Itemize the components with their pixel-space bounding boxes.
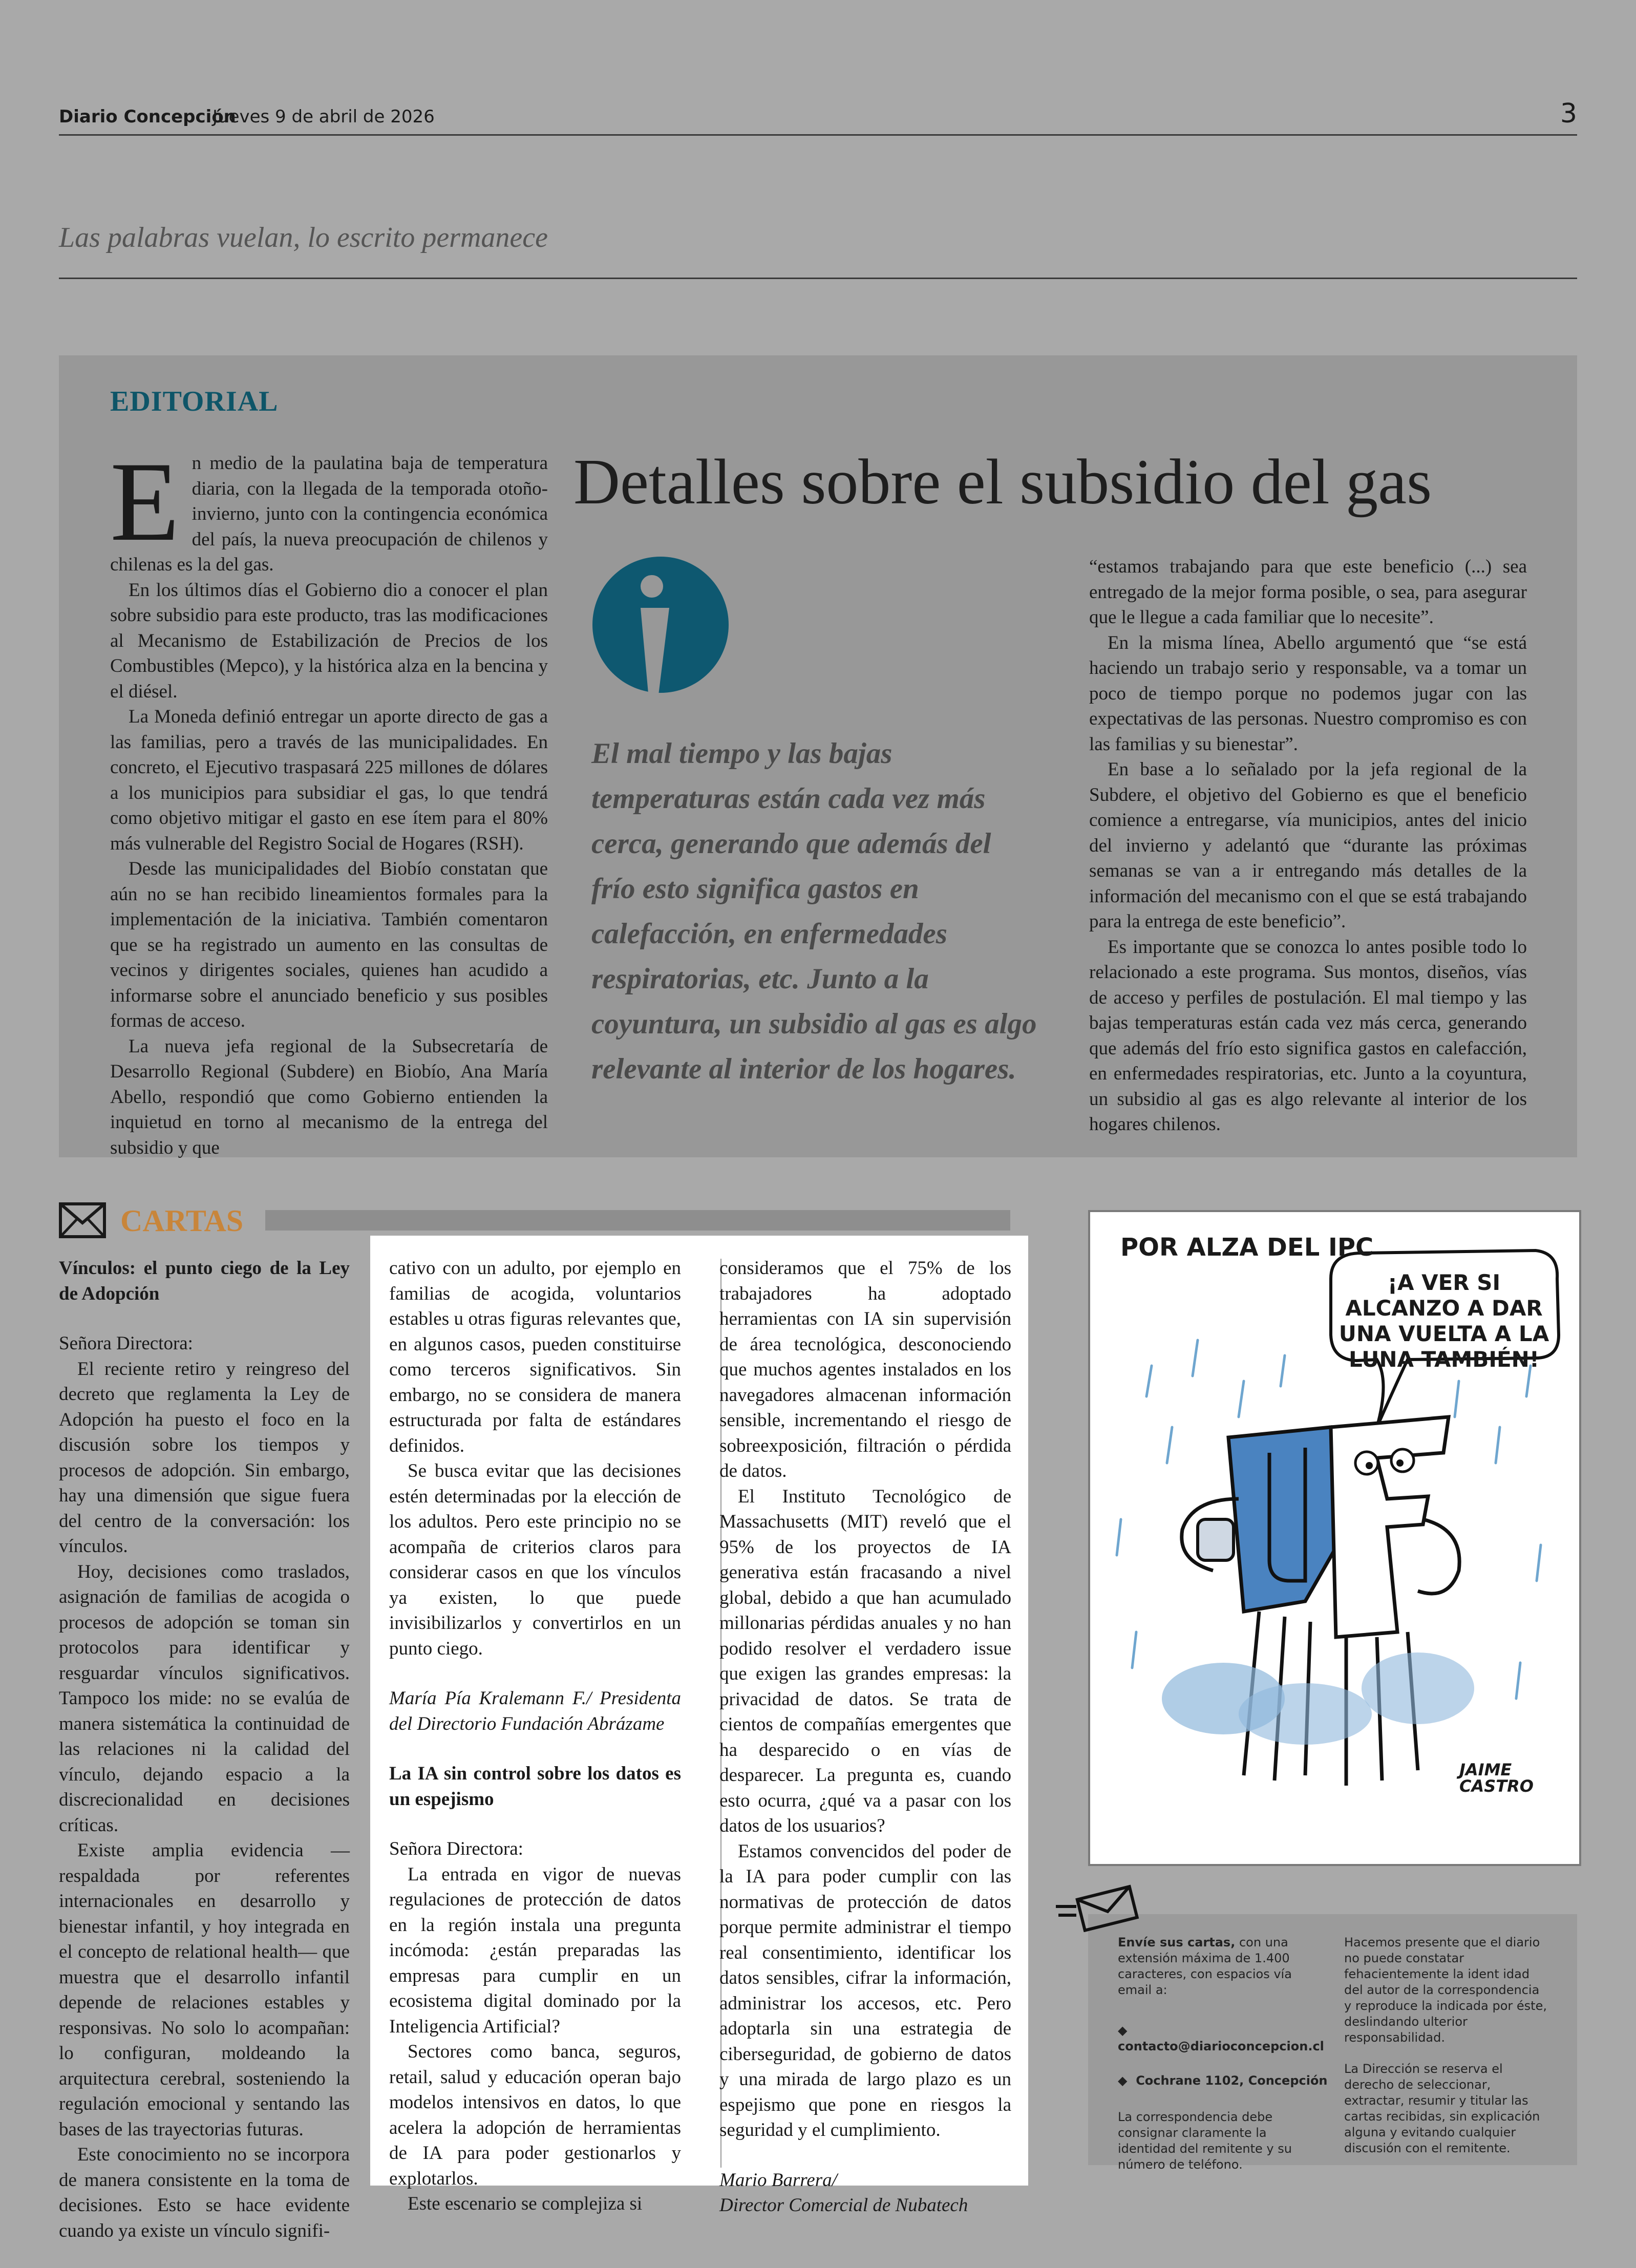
- letter-paragraph: El reciente retiro y reingreso del decreto que reglamenta la Ley de Adopción ha puesto el foco en la discusión sobre los tiempos y procesos de adopción. Sin embargo, hay una dimensión que sigue fuera del centro de la conversación: los vínculos.: [59, 1358, 350, 1557]
- letter-paragraph: Sectores como banca, seguros, retail, salud y educación operan bajo modelos intensivos en datos, lo que acelera la adopción de herramientas de IA para poder gestionarlos y explotarlos.: [389, 2041, 681, 2189]
- contact-info-left: [1118, 1935, 1328, 2173]
- issue-date: Jueves 9 de abril de 2026: [213, 107, 435, 127]
- editorial-paragraph: La Moneda definió entregar un aporte directo de gas a las familias, pero a través de las municipalidades. En concreto, el Ejecutivo traspasará 225 millones de dólares a los municipios para subsidiar el gas, lo que tendrá como objetivo mitigar el gasto en ese ítem para el 80% más vulnerable del Registro Social de Hogares (RSH).: [110, 706, 548, 854]
- mail-icon: [1056, 1883, 1140, 1932]
- letter-paragraph: cativo con un adulto, por ejemplo en familias de acogida, voluntarios estables u otras figuras relevantes que, en algunos casos, pueden constituirse como terceros significativos. Sin embargo, no se considera de manera estructurada por falta de estándares definidos.: [389, 1258, 681, 1456]
- editorial-paragraph: Desde las municipalidades del Biobío constatan que aún no se han recibido lineamientos formales para la implementación de la iniciativa. También comentaron que se ha registrado un aumento en las consultas de vecinos y dirigentes sociales, quienes han acudido a informarse sobre el anunciado beneficio y sus posibles formas de acceso.: [110, 858, 548, 1031]
- editorial-column-3: [1089, 554, 1527, 1137]
- signature-line: JAIME: [1459, 1760, 1512, 1779]
- signature-line: CASTRO: [1459, 1776, 1534, 1796]
- contact-email[interactable]: [1118, 2023, 1328, 2054]
- editorial-paragraph: Es importante que se conozca lo antes posible todo lo relacionado a este programa. Sus montos, diseños, vías de acceso y perfiles de postulación. El mal tiempo y las bajas temperaturas están cada vez más cerca, generando que además del frío esto significa gastos en calefacción, en enfermedades respiratorias, etc. Junto a la coyuntura, un subsidio al gas es algo relevante al interior de los hogares chilenos.: [1089, 936, 1527, 1135]
- editorial-label: EDITORIAL: [110, 386, 279, 417]
- diamond-bullet-icon: ◆: [1118, 2073, 1128, 2088]
- contact-address: [1118, 2073, 1328, 2089]
- motto-text: Las palabras vuelan, lo escrito permanece: [59, 222, 548, 253]
- cartoon-speech-bubble: ¡A VER SI ALCANZO A DAR UNA VUELTA A LA LUNA TAMBIÉN!: [1338, 1270, 1549, 1372]
- letter-signature: Director Comercial de Nubatech: [719, 2195, 968, 2216]
- letter-title: La IA sin control sobre los datos es un espejismo: [389, 1763, 681, 1810]
- letter-signature: Mario Barrera/: [719, 2169, 837, 2191]
- editorial-paragraph: [110, 439, 548, 578]
- paragraph-text: n medio de la paulatina baja de temperatura diaria, con la llegada de la temporada otoño-invierno, junto con la contingencia económica del país, la nueva preocupación de chilenos y chilenas es la del gas.: [110, 453, 548, 575]
- disclaimer-1: Hacemos presente que el diario no puede constatar fehacientemente la ident idad del autor de la correspondencia y reproduce la indicada por éste, deslindando ulterior responsabilidad.: [1344, 1935, 1547, 2045]
- letter-column-1: [59, 1256, 350, 2243]
- info-icon: [591, 556, 730, 699]
- letter-column-2: [389, 1256, 681, 2217]
- contact-note: La correspondencia debe consignar claramente la identidad del remitente y su número de teléfono.: [1118, 2110, 1292, 2172]
- newspaper-name: Diario Concepción: [59, 107, 236, 127]
- letter-signature: María Pía Kralemann F./ Presidenta del Directorio Fundación Abrázame: [389, 1688, 681, 1734]
- letter-paragraph: Hoy, decisiones como traslados, asignación de familias de acogida o procesos de adopción se toman sin protocolos para identificar y resguardar vínculos significativos. Tampoco los mide: no se evalúa de manera sistemática la continuidad de las relaciones ni la calidad del vínculo, dejando espacio a la discrecionalidad en decisiones críticas.: [59, 1561, 350, 1836]
- letter-paragraph: Estamos convencidos del poder de la IA para poder cumplir con las normativas de protección de datos porque permite administrar el tiempo real consentimiento, identificar los datos sensibles, cifrar la información, administrar los accesos, etc. Pero adoptarla sin una estrategia de ciberseguridad, de gobierno de datos y una mirada de largo plazo es un espejismo que pone en riesgos la seguridad y el cumplimiento.: [719, 1840, 1011, 2140]
- letter-salutation: Señora Directora:: [59, 1333, 193, 1354]
- letter-paragraph: La entrada en vigor de nuevas regulaciones de protección de datos en la región instala una pregunta incómoda: ¿están preparadas las empresas para cumplir en un ecosistema digital dominado por la Inteligencia Artificial?: [389, 1863, 681, 2037]
- contact-lead-text: con una extensión máxima de 1.400 caracteres, con espacios vía email a:: [1118, 1935, 1292, 1997]
- letter-paragraph: consideramos que el 75% de los trabajadores ha adoptado herramientas con IA sin supervisión de área tecnológica, desconociendo que muchos agentes instalados en los navegadores almacenan información sensible, incrementando el riesgo de sobreexposición, filtración o pérdida de datos.: [719, 1258, 1011, 1481]
- page-number: 3: [1560, 98, 1577, 129]
- diamond-bullet-icon: ◆: [1118, 2023, 1128, 2038]
- letter-paragraph: El Instituto Tecnológico de Massachusetts (MIT) reveló que el 95% de los proyectos de IA generativa están fracasando a nivel global, debido a que han acumulado millonarias pérdidas anuales y no han podido resolver el verdadero issue que exigen las grandes empresas: la privacidad de datos. Se trata de cientos de compañías emergentes que ha desparecido o en vías de desparecer. La pregunta es, cuando esto ocurra, ¿qué va a pasar con los datos de los usuarios?: [719, 1486, 1011, 1836]
- letter-salutation: Señora Directora:: [389, 1838, 523, 1859]
- editorial-paragraph: En base a lo señalado por la jefa regional de la Subdere, el objetivo del Gobierno es que el beneficio comience a entregarse, vía municipios, antes del inicio del invierno y adelantó que “durante las próximas semanas se van a ir entregando más detalles de la información del mecanismo con el que se está trabajando para la entrega de este beneficio”.: [1089, 759, 1527, 932]
- letter-column-3: [719, 1256, 1011, 2218]
- address-text: Cochrane 1102, Concepción: [1136, 2073, 1328, 2088]
- envelope-icon: [59, 1202, 106, 1238]
- letter-title: Vínculos: el punto ciego de la Ley de Adopción: [59, 1258, 350, 1304]
- section-motto: [59, 221, 1577, 279]
- disclaimer-2: La Dirección se reserva el derecho de seleccionar, extractar, resumir y titular las cartas recibidas, sin explicación alguna y evitando cualquier discusión con el remitente.: [1344, 2062, 1540, 2155]
- editorial-paragraph: La nueva jefa regional de la Subsecretaría de Desarrollo Regional (Subdere) en Biobío, Ana María Abello, respondió que como Gobierno entienden la inquietud en torno al mecanismo de la entrega del subsidio y que: [110, 1035, 548, 1158]
- contact-lead: [1118, 1935, 1328, 1998]
- editorial-paragraph: “estamos trabajando para que este beneficio (...) sea entregado de la mejor forma posible, o sea, para asegurar que le llegue a cada familiar que lo necesite”.: [1089, 556, 1527, 628]
- cartoonist-signature: [1459, 1762, 1534, 1794]
- editorial-pull-quote: El mal tiempo y las bajas temperaturas están cada vez más cerca, generando que además del frío esto significa gastos en calefacción, en enfermedades respiratorias, etc. Junto a la coyuntura, un subsidio al gas es algo relevante al interior de los hogares.: [591, 737, 1037, 1085]
- cartoon-title: POR ALZA DEL IPC: [1120, 1233, 1374, 1262]
- editorial-paragraph: En la misma línea, Abello argumentó que “se está haciendo un trabajo serio y responsable, va a tomar un poco de tiempo porque no podemos jugar con las expectativas de las personas. Nuestro compromiso es con las familias y su bienestar”.: [1089, 632, 1527, 755]
- editorial-paragraph: En los últimos días el Gobierno dio a conocer el plan sobre subsidio para este producto, tras las modificaciones al Mecanismo de Estabilización de Precios de los Combustibles (Mepco), y la histórica alza en la bencina y el diésel.: [110, 579, 548, 702]
- letter-paragraph: Se busca evitar que las decisiones estén determinadas por la elección de los adultos. Pero este principio no se acompaña de criterios claros para considerar casos en que los vínculos ya existen, lo que puede invisibilizarlos y convertirlos en un punto ciego.: [389, 1460, 681, 1659]
- page-header: [59, 98, 1577, 136]
- editorial-column-1: [110, 439, 548, 1160]
- letter-paragraph: Existe amplia evidencia —respaldada por referentes internacionales en desarrollo y bienestar infantil, y hoy integrada en el concepto de relational health— que muestra que el desarrollo infantil depende de relaciones estables y responsivas. No solo lo acompañan: lo configuran, moldeando la arquitectura cerebral, sosteniendo la regulación emocional y sentando las bases de las trayectorias futuras.: [59, 1840, 350, 2140]
- letter-paragraph: Este escenario se complejiza si: [408, 2193, 643, 2214]
- contact-info-right: [1344, 1935, 1549, 2156]
- email-text[interactable]: contacto@diarioconcepcion.cl: [1118, 2039, 1324, 2053]
- drop-cap: E: [110, 439, 180, 565]
- section-rule: [265, 1210, 1010, 1231]
- editorial-title: Detalles sobre el subsidio del gas: [573, 447, 1432, 518]
- contact-lead-bold: Envíe sus cartas,: [1118, 1935, 1236, 1949]
- letters-section-label: CARTAS: [120, 1204, 244, 1238]
- letter-paragraph: Este conocimiento no se incorpora de manera consistente en la toma de decisiones. Esto se hace evidente cuando ya existe un vínculo signifi-: [59, 2144, 350, 2241]
